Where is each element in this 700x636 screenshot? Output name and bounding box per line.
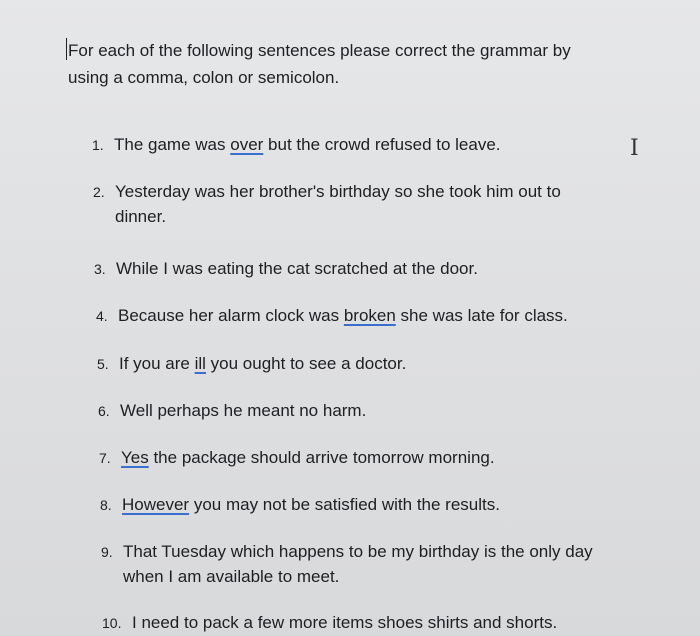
list-item-text: Well perhaps he meant no harm. [120, 401, 367, 420]
list-item-number: 8. [100, 497, 112, 513]
list-item-line-2: when I am available to meet. [123, 567, 340, 586]
list-item-text [122, 492, 500, 517]
list-item-text [115, 179, 561, 229]
text-part: you may not be satisfied with the results. [189, 495, 500, 514]
spellcheck-underlined-word: However [122, 495, 190, 514]
list-item-number: 2. [93, 184, 105, 200]
list-item-text [114, 132, 501, 157]
spellcheck-underlined-word: Yes [121, 448, 149, 467]
ibeam-cursor-icon: I [630, 136, 639, 161]
list-item-text [119, 351, 406, 376]
instruction-text [68, 37, 668, 91]
list-item-text [123, 539, 593, 589]
spellcheck-underlined-word: over [230, 135, 264, 154]
list-item-text: I need to pack a few more items shoes shirts and shorts. [132, 613, 558, 632]
text-part: the package should arrive tomorrow morning. [148, 448, 495, 467]
list-item-number: 5. [97, 356, 109, 372]
text-part: she was late for class. [395, 306, 568, 325]
list-item-line-1: Yesterday was her brother's birthday so she took him out to [115, 182, 561, 201]
text-part: If you are [119, 354, 195, 373]
text-part: Because her alarm clock was [118, 306, 344, 325]
list-item-number: 1. [92, 137, 104, 153]
list-item-line-1: That Tuesday which happens to be my birthday is the only day [123, 542, 593, 561]
list-item-number: 3. [94, 261, 106, 277]
list-item-number: 9. [101, 544, 113, 560]
text-part: you ought to see a doctor. [205, 354, 407, 373]
instruction-line-2: using a comma, colon or semicolon. [68, 68, 340, 87]
list-item-line-2: dinner. [115, 207, 167, 226]
spellcheck-underlined-word: broken [343, 306, 396, 325]
list-item-number: 10. [102, 615, 122, 631]
list-item-number: 4. [96, 308, 108, 324]
list-item-text [118, 303, 568, 328]
list-item-text [121, 445, 495, 470]
text-cursor-caret [66, 38, 67, 60]
spellcheck-underlined-word: ill [194, 354, 206, 373]
text-part: but the crowd refused to leave. [263, 135, 501, 154]
list-item-number: 7. [99, 450, 111, 466]
instruction-line-1: For each of the following sentences please correct the grammar by [68, 41, 571, 60]
list-item-text: While I was eating the cat scratched at the door. [116, 259, 478, 278]
text-part: The game was [114, 135, 231, 154]
list-item-number: 6. [98, 403, 110, 419]
